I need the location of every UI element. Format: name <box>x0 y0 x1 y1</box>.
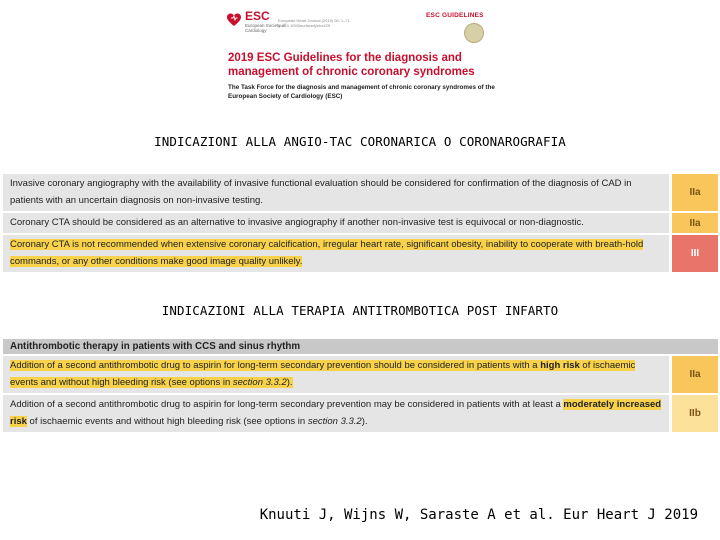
esc-logo-sub: European Society of Cardiology <box>245 23 286 34</box>
recommendation-text: Addition of a second antithrombotic drug to aspirin for long-term secondary prevention may be considered in patients with at least a <box>10 399 564 410</box>
table-header: Antithrombotic therapy in patients with CCS and sinus rhythm <box>3 339 718 354</box>
class-badge: III <box>672 233 718 272</box>
class-badge: IIa <box>672 356 718 393</box>
emphasis-text: high risk <box>540 360 580 371</box>
recommendation-table-antithrombotic <box>3 339 718 432</box>
recommendation-text: Addition of a second antithrombotic drug to aspirin for long-term secondary prevention should be considered in patients with a <box>10 360 541 371</box>
citation: Knuuti J, Wijns W, Saraste A et al. Eur Heart J 2019 <box>259 507 698 523</box>
recommendation-text: Coronary CTA should be considered as an alternative to invasive angiography if another non-invasive test is equivocal or non-diagnostic. <box>3 211 669 233</box>
esc-guidelines-label: ESC GUIDELINES <box>426 12 484 19</box>
table-row <box>3 174 718 211</box>
class-badge: IIb <box>672 393 718 432</box>
section-heading-ctа: INDICAZIONI ALLA ANGIO-TAC CORONARICA O CORONAROGRAFIA <box>154 134 566 149</box>
table-row: Addition of a second antithrombotic drug to aspirin for long-term secondary prevention may be considered in patients with at least a moderately increased risk of ischaemic events and without high bleeding risk (see options in section 3.3.2). IIb <box>3 393 718 432</box>
task-force-text: The Task Force for the diagnosis and management of chronic coronary syndromes of the European Society of Cardiology (ESC) <box>228 84 495 100</box>
guideline-title: 2019 ESC Guidelines for the diagnosis and management of chronic coronary syndromes <box>228 52 475 78</box>
esc-guideline-header <box>226 10 496 110</box>
seal-icon <box>464 23 484 43</box>
table-row: Addition of a second antithrombotic drug to aspirin for long-term secondary prevention should be considered in patients with a high risk of ischaemic events and without high bleeding risk (see options in section 3.3.2). IIa <box>3 356 718 393</box>
heart-icon <box>226 12 242 28</box>
table-row <box>3 233 718 272</box>
emphasis-text: moderately increased risk <box>10 399 662 427</box>
recommendation-text: Invasive coronary angiography with the availability of invasive functional evaluation should be considered for confirmation of the diagnosis of CAD in patients with an uncertain diagnosis on non-invasive testing. <box>3 174 669 211</box>
section-reference: section 3.3.2 <box>307 416 362 427</box>
esc-logo-main: ESC <box>245 9 270 23</box>
section-heading-antithrombotic: INDICAZIONI ALLA TERAPIA ANTITROMBOTICA POST INFARTO <box>161 303 559 318</box>
class-badge: IIa <box>672 211 718 233</box>
class-badge: IIa <box>672 174 718 211</box>
recommendation-text: Coronary CTA is not recommended when extensive coronary calcification, irregular heart rate, significant obesity, inability to cooperate with breath-hold commands, or any other conditions make good image quality unlikely. <box>10 239 644 267</box>
recommendation-table-imaging <box>3 174 718 272</box>
table-row <box>3 211 718 233</box>
section-reference: section 3.3.2 <box>232 377 287 388</box>
journal-reference: European Heart Journal (2019) 00, 1–71 doi:10.1093/eurheartj/ehz425 <box>278 18 350 29</box>
